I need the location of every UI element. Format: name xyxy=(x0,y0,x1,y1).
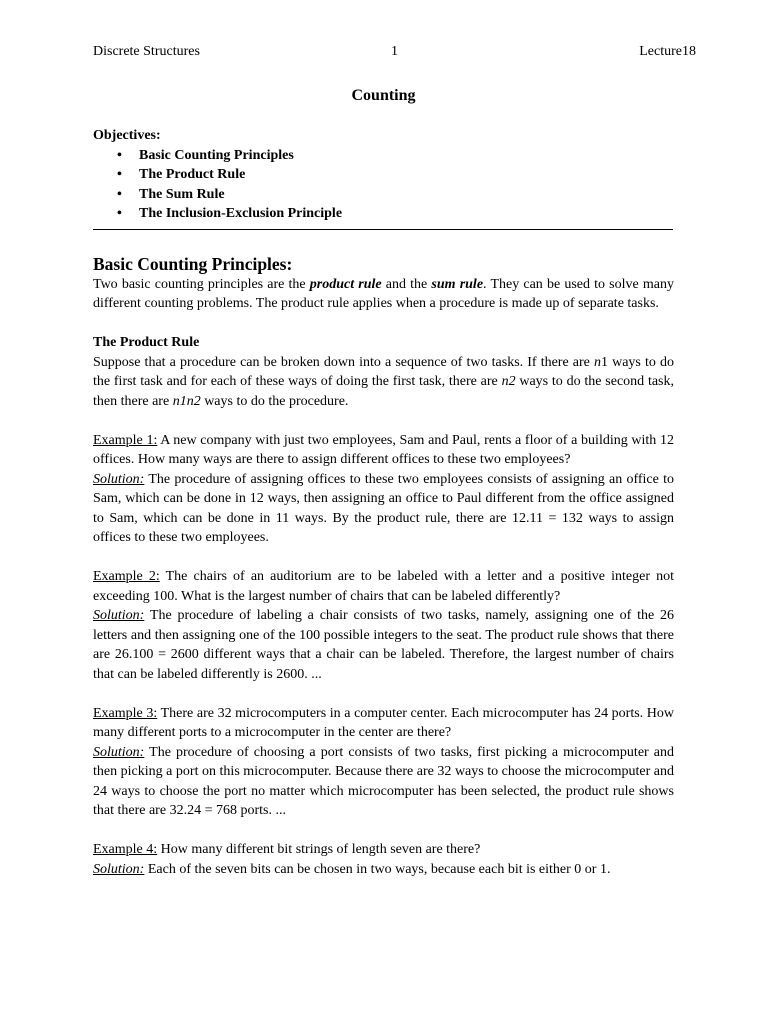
example-1-solution: Solution: The procedure of assigning offices to these two employees consists of assigning an office to Sam, which can be done in 12 ways, then assigning an office to Paul different from the office assigned to Sam, which can be done in 11 ways. By the product rule, there are 12.11 = 132 ways to assign offices to these two employees. xyxy=(93,471,674,545)
header-lecture-label: Lecture18 xyxy=(639,44,696,59)
solution-label: Solution: xyxy=(93,861,145,877)
example-label: Example 1: xyxy=(93,432,158,448)
example-1-question: Example 1: A new company with just two employees, Sam and Paul, rents a floor of a building with 12 offices. How many ways are there to assign different offices to these two employees? xyxy=(93,432,674,467)
product-rule-paragraph: Suppose that a procedure can be broken down into a sequence of two tasks. If there are n1 ways to do the first task and for each of these ways of doing the first task, there are n2 ways to do the second task, then there are n1n2 ways to do the procedure. xyxy=(93,354,674,409)
bullet-icon: • xyxy=(117,147,122,163)
header-page-number: 1 xyxy=(391,44,398,59)
example-3-question: Example 3: There are 32 microcomputers in a computer center. Each microcomputer has 24 ports. How many different ports to a microcomputer in the center are there? xyxy=(93,705,674,740)
document-title: Counting xyxy=(351,87,416,104)
example-4-solution: Solution: Each of the seven bits can be chosen in two ways, because each bit is either 0 or 1. xyxy=(93,861,611,877)
objectives-heading: Objectives: xyxy=(93,128,161,143)
objective-item: • The Inclusion-Exclusion Principle xyxy=(93,204,674,224)
solution-label: Solution: xyxy=(93,744,145,760)
objective-item: • The Sum Rule xyxy=(93,185,674,205)
section-heading-basic-counting: Basic Counting Principles: xyxy=(93,253,293,274)
bullet-icon: • xyxy=(117,167,122,182)
document-page xyxy=(93,42,696,879)
objectives-section xyxy=(93,126,674,224)
example-2-question: Example 2: The chairs of an auditorium are to be labeled with a letter and a positive integer not exceeding 100. What is the largest number of chairs that can be labeled differently? xyxy=(93,569,674,604)
example-3-solution: Solution: The procedure of choosing a port consists of two tasks, first picking a microcomputer and then picking a port on this microcomputer. Because there are 32 ways to choose the microcomputer and 24 ways to choose the port no matter which microcomputer has been selected, the product rule shows that there are 32.24 = 768 ports. ... xyxy=(93,744,674,818)
objective-item: • The Product Rule xyxy=(93,165,674,185)
bullet-icon: • xyxy=(117,206,122,221)
solution-label: Solution: xyxy=(93,608,145,623)
header-course-name: Discrete Structures xyxy=(93,44,200,59)
example-label: Example 4: xyxy=(93,842,158,857)
objectives-list xyxy=(93,146,674,224)
product-rule-heading: The Product Rule xyxy=(93,335,200,350)
objective-item: • Basic Counting Principles xyxy=(93,146,674,166)
example-2-solution: Solution: The procedure of labeling a chair consists of two tasks, namely, assigning one of the 26 letters and then assigning one of the 100 possible integers to the seat. The product rule shows that there are 26.100 = 2600 different ways that a chair can be labeled. Therefore, the largest number of chairs that can be labeled differently is 2600. ... xyxy=(93,608,674,682)
example-label: Example 2: xyxy=(93,569,160,584)
basic-counting-paragraph: Two basic counting principles are the product rule and the sum rule. They can be used to solve many different counting problems. The product rule applies when a procedure is made up of separate tasks. xyxy=(93,276,674,311)
example-4-question: Example 4: How many different bit strings of length seven are there? xyxy=(93,842,481,857)
example-label: Example 3: xyxy=(93,705,158,721)
bullet-icon: • xyxy=(117,186,122,202)
horizontal-divider xyxy=(93,229,673,230)
page-header xyxy=(93,42,696,64)
solution-label: Solution: xyxy=(93,471,145,487)
